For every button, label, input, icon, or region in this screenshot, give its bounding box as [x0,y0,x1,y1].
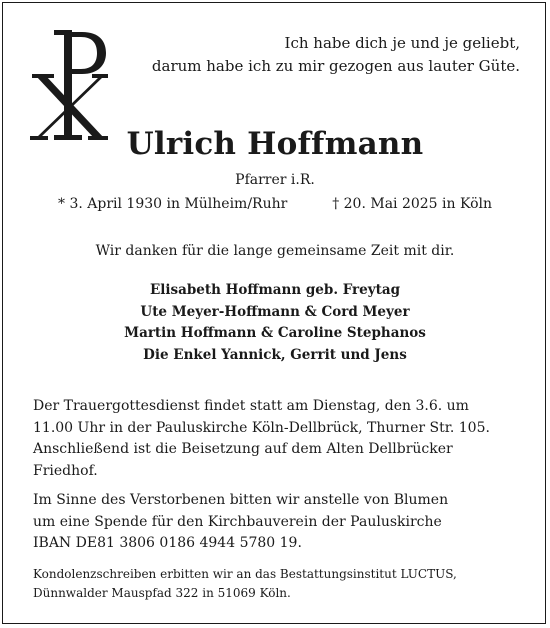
paragraph-line: Friedhof. [33,462,98,479]
paragraph-line: IBAN DE81 3806 0186 4944 5780 19. [33,535,302,551]
paragraph-line: 11.00 Uhr in der Pauluskirche Köln-Dellbrück, Thurner Str. 105. [33,419,490,436]
paragraph-line: Kondolenzschreiben erbitten wir an das Bestattungsinstitut LUCTUS, [33,567,457,581]
mourners-list [0,280,550,366]
death-date: † 20. Mai 2025 in Köln [332,196,492,212]
deceased-name: Ulrich Hoffmann [126,126,424,162]
deceased-title: Pfarrer i.R. [235,172,315,188]
mourner-line: Die Enkel Yannick, Gerrit und Jens [143,346,407,363]
verse-line: darum habe ich zu mir gezogen aus lauter Güte. [151,57,520,75]
paragraph-line: Anschließend ist die Beisetzung auf dem Alten Dellbrücker [33,441,453,457]
mourner-line: Elisabeth Hoffmann geb. Freytag [149,282,401,298]
mourner-line: Ute Meyer-Hoffmann & Cord Meyer [140,303,410,320]
birth-date: * 3. April 1930 in Mülheim/Ruhr [58,196,288,212]
donation-paragraph [33,490,517,555]
paragraph-line: um eine Spende für den Kirchbauverein der Pauluskirche [33,513,442,530]
mourner-line: Martin Hoffmann & Caroline Stephanos [124,325,426,341]
paragraph-line: Im Sinne des Verstorbenen bitten wir anstelle von Blumen [33,492,449,508]
bible-verse [152,32,520,78]
verse-line: Ich habe dich je und je geliebt, [284,34,520,52]
paragraph-line: Der Trauergottesdienst findet statt am Dienstag, den 3.6. um [33,398,469,414]
paragraph-line: Dünnwalder Mauspfad 322 in 51069 Köln. [33,585,291,600]
condolence-paragraph [33,565,517,602]
service-paragraph [33,396,517,482]
thanks-line: Wir danken für die lange gemeinsame Zeit mit dir. [95,243,455,259]
